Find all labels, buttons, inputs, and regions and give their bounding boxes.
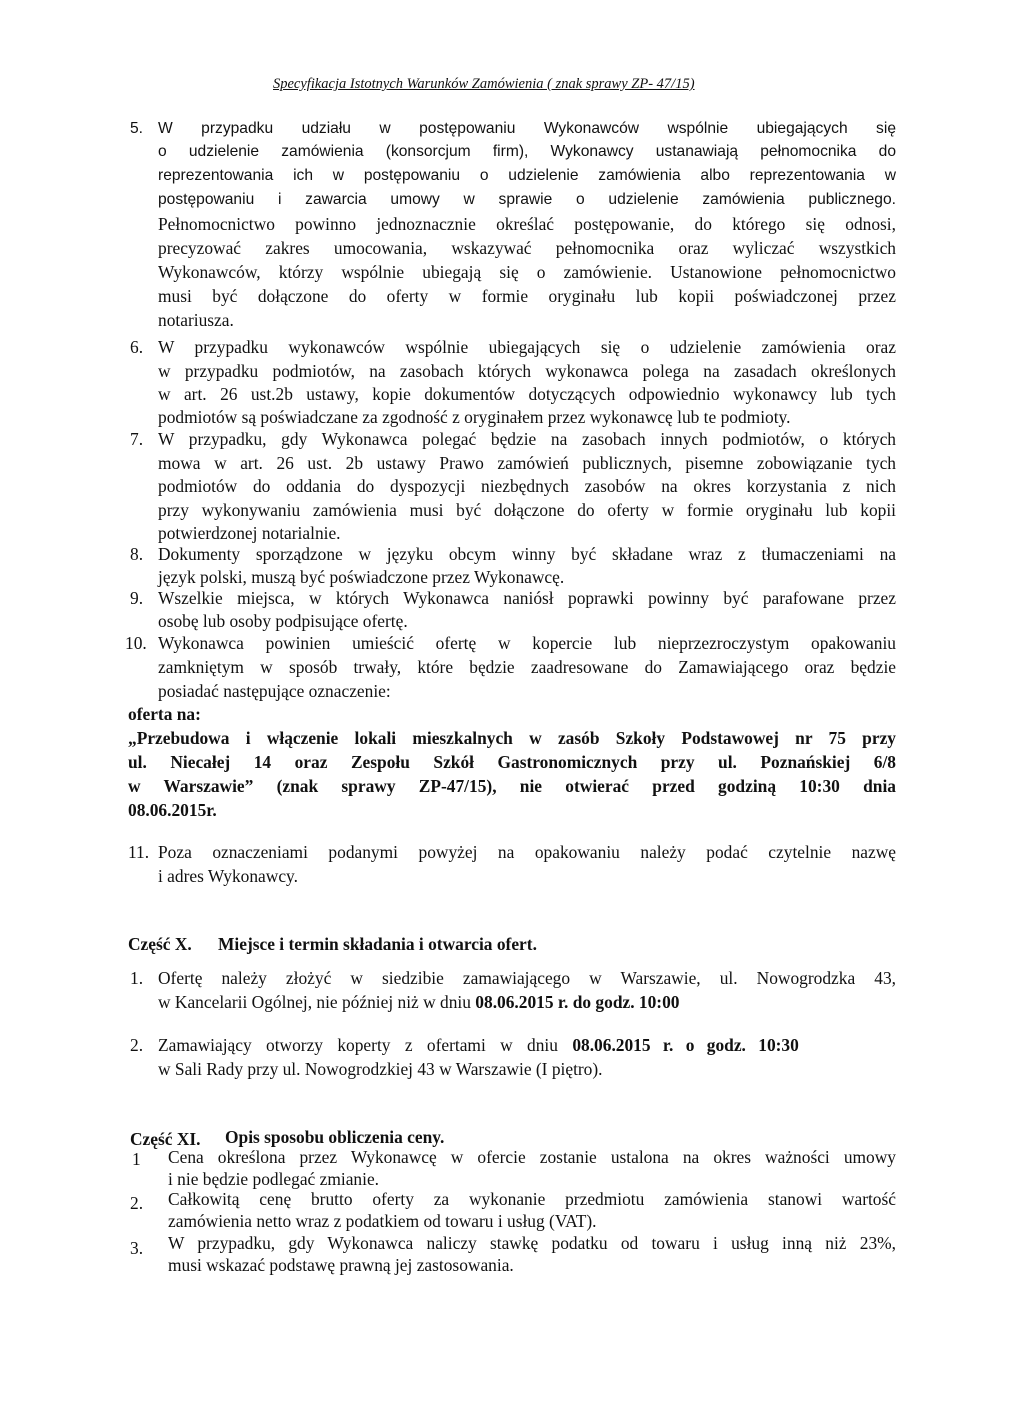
text-line: W przypadku udziału w postępowaniu Wykonawców wspólnie ubiegających się bbox=[158, 120, 896, 137]
item-number: 1. bbox=[130, 968, 144, 988]
section-title: Miejsce i termin składania i otwarcia ofert. bbox=[218, 934, 537, 954]
section-label: Część X. bbox=[128, 934, 192, 954]
text-line: musi wskazać podstawę prawną jej zastosowania. bbox=[168, 1255, 514, 1275]
text-line: potwierdzonej notarialnie. bbox=[158, 523, 341, 543]
text-line: Wykonawca powinien umieścić ofertę w kopercie lub nieprzezroczystym opakowaniu bbox=[158, 633, 896, 653]
offer-label: oferta na: bbox=[128, 704, 201, 724]
text-line: musi być dołączone do oferty w formie oryginału lub kopii poświadczonej przez bbox=[158, 286, 896, 306]
text-line: w Kancelarii Ogólnej, nie później niż w dniu 08.06.2015 r. do godz. 10:00 bbox=[158, 992, 680, 1012]
item-number: 9. bbox=[130, 588, 144, 608]
text-line: w art. 26 ust.2b ustawy, kopie dokumentów dotyczących odpowiednio wykonawcy lub tych bbox=[158, 384, 896, 404]
offer-line: „Przebudowa i włączenie lokali mieszkalnych w zasób Szkoły Podstawowej nr 75 przy bbox=[128, 728, 896, 748]
item-number: 5. bbox=[130, 120, 144, 137]
text-line: w przypadku podmiotów, na zasobach których wykonawca polega na zasadach określonych bbox=[158, 361, 896, 381]
text-line: i nie będzie podlegać zmianie. bbox=[168, 1169, 380, 1189]
text-line: Poza oznaczeniami podanymi powyżej na opakowaniu należy podać czytelnie nazwę bbox=[158, 842, 896, 862]
text-line: Całkowitą cenę brutto oferty za wykonanie przedmiotu zamówienia stanowi wartość bbox=[168, 1189, 896, 1209]
text-line: Wszelkie miejsca, w których Wykonawca naniósł poprawki powinny być parafowane przez bbox=[158, 588, 896, 608]
offer-line: ul. Niecałej 14 oraz Zespołu Szkół Gastronomicznych przy ul. Poznańskiej 6/8 bbox=[128, 752, 896, 772]
item-number: 8. bbox=[130, 544, 144, 564]
text-line: precyzować zakres umocowania, wskazywać pełnomocnika oraz wyliczać wszystkich bbox=[158, 238, 896, 258]
page-header: Specyfikacja Istotnych Warunków Zamówienia ( znak sprawy ZP- 47/15) bbox=[273, 76, 695, 92]
text-line: posiadać następujące oznaczenie: bbox=[158, 681, 391, 701]
text-line: W przypadku, gdy Wykonawca naliczy stawkę podatku od towaru i usług inną niż 23%, bbox=[168, 1233, 896, 1253]
text-line: przy wykonywaniu zamówienia musi być dołączone do oferty w formie oryginału lub kopii bbox=[158, 500, 896, 520]
text-line: Ofertę należy złożyć w siedzibie zamawiającego w Warszawie, ul. Nowogrodzka 43, bbox=[158, 968, 896, 988]
text-line: podmiotów do oddania do dyspozycji niezbędnych zasobów na okres korzystania z nich bbox=[158, 476, 896, 496]
text-line: zamówienia netto wraz z podatkiem od towaru i usług (VAT). bbox=[168, 1211, 597, 1231]
text-line: Dokumenty sporządzone w języku obcym winny być składane wraz z tłumaczeniami na bbox=[158, 544, 896, 564]
text-line: o udzielenie zamówienia (konsorcjum firm), Wykonawcy ustanawiają pełnomocnika do bbox=[158, 143, 896, 160]
text-line: notariusza. bbox=[158, 310, 234, 330]
offer-line: w Warszawie” (znak sprawy ZP-47/15), nie otwierać przed godziną 10:30 dnia bbox=[128, 776, 896, 796]
item-number: 7. bbox=[130, 429, 144, 449]
text-line: reprezentowania ich w postępowaniu o udzielenie zamówienia albo reprezentowania w bbox=[158, 167, 896, 184]
section-label: Część XI. bbox=[130, 1129, 201, 1149]
item-number: 2. bbox=[130, 1193, 144, 1213]
text-line: język polski, muszą być poświadczone przez Wykonawcę. bbox=[158, 567, 565, 587]
section-title: Opis sposobu obliczenia ceny. bbox=[225, 1127, 445, 1147]
text-line: w Sali Rady przy ul. Nowogrodzkiej 43 w Warszawie (I piętro). bbox=[158, 1059, 603, 1079]
text-line: Wykonawców, którzy wspólnie ubiegają się o zamówienie. Ustanowione pełnomocnictwo bbox=[158, 262, 896, 282]
item-number: 1 bbox=[132, 1149, 141, 1169]
item-number: 10. bbox=[125, 633, 147, 653]
text-line: W przypadku wykonawców wspólnie ubiegających się o udzielenie zamówienia oraz bbox=[158, 337, 896, 357]
item-number: 3. bbox=[130, 1238, 144, 1258]
item-number: 6. bbox=[130, 337, 144, 357]
text-line: Cena określona przez Wykonawcę w ofercie zostanie ustalona na okres ważności umowy bbox=[168, 1147, 896, 1167]
text-line: podmiotów są poświadczane za zgodność z oryginałem przez wykonawcę lub te podmioty. bbox=[158, 407, 791, 427]
text-line: postępowaniu i zawarcia umowy w sprawie o udzielenie zamówienia publicznego. bbox=[158, 191, 896, 208]
text-line: Pełnomocnictwo powinno jednoznacznie określać postępowanie, do którego się odnosi, bbox=[158, 214, 896, 234]
text-line: Zamawiający otworzy koperty z ofertami w dniu 08.06.2015 r. o godz. 10:30 bbox=[158, 1035, 799, 1055]
text-line: W przypadku, gdy Wykonawca polegać będzie na zasobach innych podmiotów, o których bbox=[158, 429, 896, 449]
text-line: osobę lub osoby podpisujące ofertę. bbox=[158, 611, 408, 631]
offer-line: 08.06.2015r. bbox=[128, 800, 217, 820]
item-number: 2. bbox=[130, 1035, 144, 1055]
text-line: mowa w art. 26 ust. 2b ustawy Prawo zamówień publicznych, pisemne zobowiązanie tych bbox=[158, 453, 896, 473]
text-line: zamkniętym w sposób trwały, które będzie zaadresowane do Zamawiającego oraz będzie bbox=[158, 657, 896, 677]
text-line: i adres Wykonawcy. bbox=[158, 866, 298, 886]
item-number: 11. bbox=[128, 842, 150, 862]
